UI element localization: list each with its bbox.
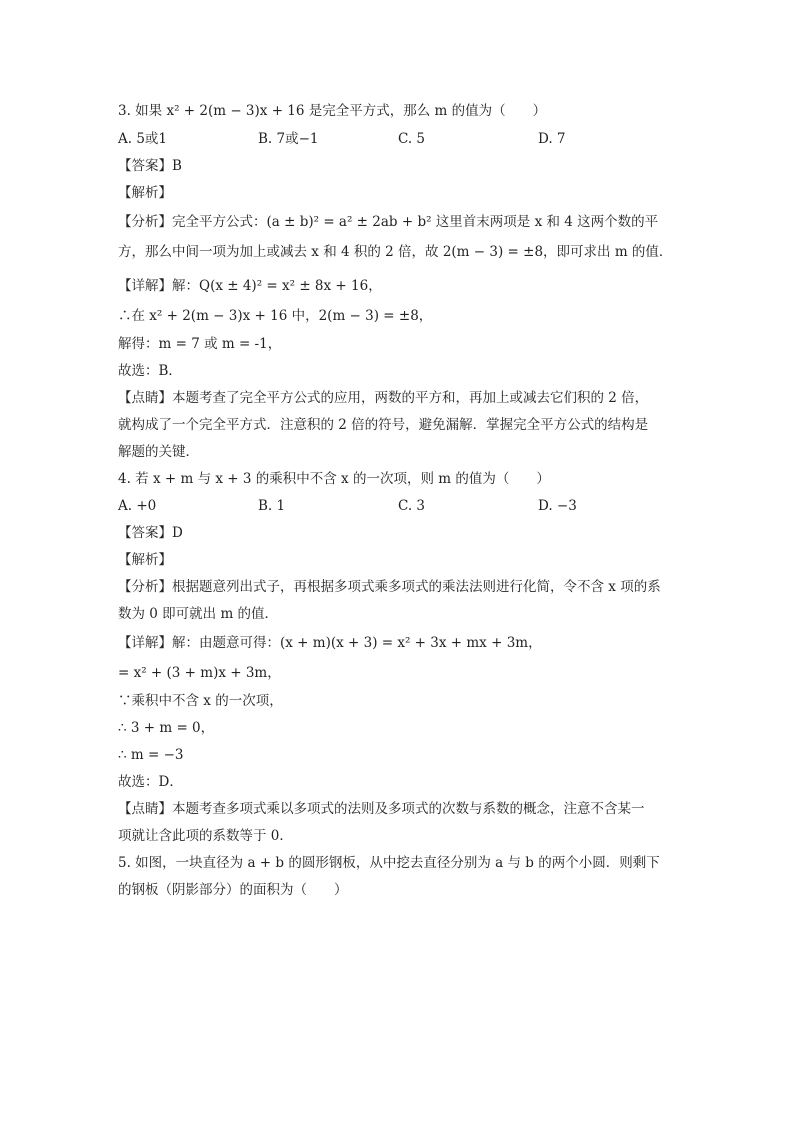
q3-stem: 3. 如果 x² + 2(m − 3)x + 16 是完全平方式，那么 m 的值为（ ） (118, 103, 547, 119)
q4-fenxi-line-2: 数为 0 即可就出 m 的值． (118, 606, 279, 622)
q3-comment-line-1: 【点睛】本题考查了完全平方公式的应用，两数的平方和，再加上或减去它们积的 2 倍， (118, 390, 649, 406)
q4-detail-line-4: ∴ 3 + m = 0， (118, 720, 215, 736)
q4-fenxi-line-1: 【分析】根据题意列出式子，再根据多项式乘多项式的乘法法则进行化简，令不含 x 项的系 (118, 579, 661, 595)
q4-detail-line-1: 【详解】解：由题意可得：(x + m)(x + 3) = x² + 3x + mx + 3m， (118, 635, 542, 651)
q4-detail-line-3: ∵乘积中不含 x 的一次项， (118, 693, 283, 709)
q4-option-d: D. −3 (538, 498, 577, 514)
q3-fenxi-line-2: 方，那么中间一项为加上或减去 x 和 4 积的 2 倍，故 2(m − 3) = ±8，即可求出 m 的值． (118, 244, 673, 260)
document-page (118, 96, 678, 904)
q4-comment-line-2: 项就让含此项的系数等于 0． (118, 828, 293, 844)
q4-options (118, 493, 678, 520)
q5-stem-line-1: 5. 如图，一块直径为 a + b 的圆形钢板，从中挖去直径分别为 a 与 b 的两个小圆．则剩下 (118, 855, 660, 871)
q4-answer: 【答案】D (118, 525, 183, 541)
q4-option-c: C. 3 (398, 498, 426, 514)
q3-detail-line-4: 故选：B． (118, 363, 182, 379)
q4-comment-line-1: 【点睛】本题考查多项式乘以多项式的法则及多项式的次数与系数的概念，注意不含某一 (118, 801, 645, 817)
q3-option-d: D. 7 (538, 131, 566, 147)
q3-detail-line-2: ∴在 x² + 2(m − 3)x + 16 中，2(m − 3) = ±8， (118, 308, 433, 324)
q5-stem-line-2: 的钢板（阴影部分）的面积为（ ） (118, 882, 348, 898)
q3-option-a: A. 5或1 (118, 131, 168, 147)
q4-stem: 4. 若 x + m 与 x + 3 的乘积中不含 x 的一次项，则 m 的值为（ ） (118, 471, 550, 487)
q4-detail-line-5: ∴ m = −3 (118, 747, 184, 763)
q4-detail-line-6: 故选：D． (118, 774, 183, 790)
q3-option-c: C. 5 (398, 131, 426, 147)
q4-analysis-label: 【解析】 (118, 552, 172, 568)
q3-detail-line-3: 解得：m = 7 或 m = -1， (118, 336, 282, 352)
q3-options (118, 126, 678, 153)
q3-answer: 【答案】B (118, 158, 182, 174)
q3-option-b: B. 7或−1 (258, 131, 319, 147)
q3-detail-line-1: 【详解】解：Q(x ± 4)² = x² ± 8x + 16， (118, 278, 382, 294)
q4-option-a: A. +0 (118, 498, 157, 514)
q3-comment-line-2: 就构成了一个完全平方式．注意积的 2 倍的符号，避免漏解．掌握完全平方公式的结构是 (118, 417, 649, 433)
q4-option-b: B. 1 (258, 498, 286, 514)
q4-detail-line-2: = x² + (3 + m)x + 3m， (118, 665, 281, 681)
q3-analysis-label: 【解析】 (118, 185, 172, 201)
q3-comment-line-3: 解题的关键． (118, 444, 199, 460)
q3-fenxi-line-1: 【分析】完全平方公式：(a ± b)² = a² ± 2ab + b² 这里首末两项是 x 和 4 这两个数的平 (118, 214, 659, 230)
